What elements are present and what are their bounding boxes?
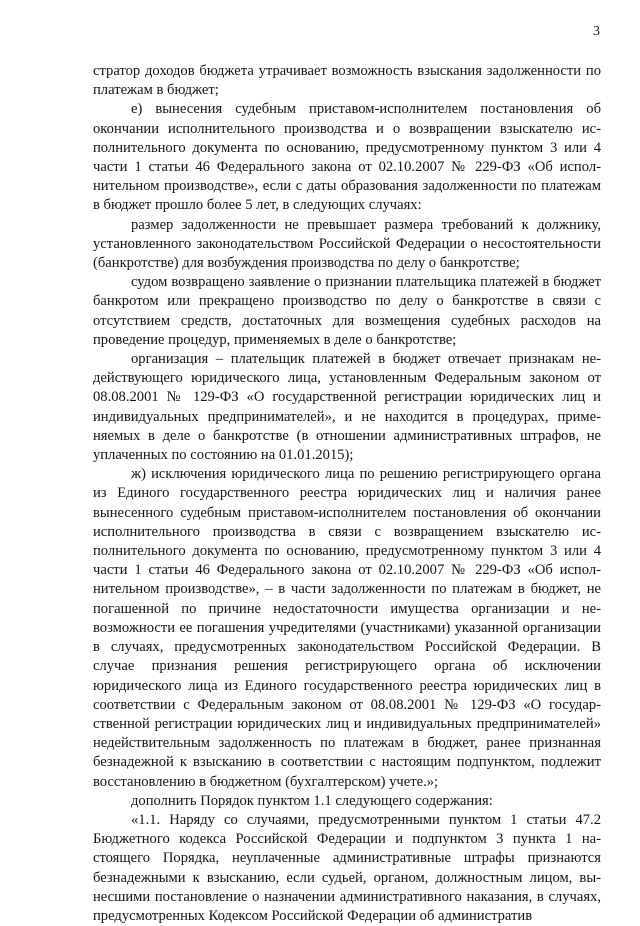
page-number: 3 bbox=[593, 24, 600, 39]
paragraph-debt-size: размер задолженности не превышает размера требований к должнику, установленного законодательством Российской Федерации о несостоятельности (банкротстве) для возбуждения производства по делу о банкротстве; bbox=[93, 216, 601, 272]
paragraph-item-e: е) вынесения судебным приставом-исполнителем постановления об окончании исполнительного производства и о возвращении взыскателю исполнительного документа по основанию, предусмотренному пунктом 3 или 4 части 1 статьи 46 Федерального закона от 02.10.2007 № 229-ФЗ «Об исполнительном производстве», если с даты образования задолженности по платежам в бюджет прошло более 5 лет, в следующих случаях: bbox=[93, 101, 601, 214]
paragraph-court-returned: судом возвращено заявление о признании плательщика платежей в бюджет банкротом или прекращено производство по делу о банкротстве в связи с отсутствием средств, достаточных для возмещения судебных расходов на проведение процедур, применяемых в деле о банкротстве; bbox=[93, 274, 601, 348]
paragraph-item-zh: ж) исключения юридического лица по решению регистрирующего органа из Единого государственного реестра юридических лиц и наличия ранее вынесенного судебным приставом-исполнителем постановления об окончании исполнительного производства в связи с возвращением взыскателю исполнительного документа по основанию, предусмотренному пунктом 3 или 4 части 1 статьи 46 Федерального закона от 02.10.2007 № 229-ФЗ «Об исполнительном производстве», – в части задолженности по платежам в бюджет, не погашенной по причине недостаточности имущества организации и невозможности ее погашения учредителями (участниками) указанной организации в случаях, предусмотренных законодательством Российской Федерации. В случае признания решения регистрирующего органа об исключении юридического лица из Единого государственного реестра юридических лиц в соответствии с Федеральным законом от 08.08.2001 № 129-ФЗ «О государственной регистрации юридических лиц и индивидуальных предпринимателей» недействительным задолженность по платежам в бюджет, ранее признанная безнадежной к взысканию в соответствии с настоящим подпунктом, подлежит восстановлению в бюджетном (бухгалтерском) учете.»; bbox=[93, 466, 601, 790]
paragraph-supplement: дополнить Порядок пунктом 1.1 следующего содержания: bbox=[131, 792, 493, 809]
paragraph-continuation: стратор доходов бюджета утрачивает возможность взыскания задолженности по платежам в бюджет; bbox=[93, 63, 601, 99]
document-body bbox=[93, 62, 601, 926]
paragraph-point-1-1: «1.1. Наряду со случаями, предусмотренными пунктом 1 статьи 47.2 Бюджетного кодекса Российской Федерации и подпунктом 3 пункта 1 настоящего Порядка, неуплаченные административные штрафы признаются безнадежными к взысканию, если судьей, органом, должностным лицом, вынесшими постановление о назначении административного наказания, в случаях, предусмотренных Кодексом Российской Федерации об административ bbox=[93, 811, 601, 924]
paragraph-inactive-organization: организация – плательщик платежей в бюджет отвечает признакам недействующего юридического лица, установленным Федеральным законом от 08.08.2001 № 129-ФЗ «О государственной регистрации юридических лиц и индивидуальных предпринимателей», и не находится в процедурах, применяемых в деле о банкротстве (в отношении административных штрафов, не уплаченных по состоянию на 01.01.2015); bbox=[93, 351, 601, 464]
